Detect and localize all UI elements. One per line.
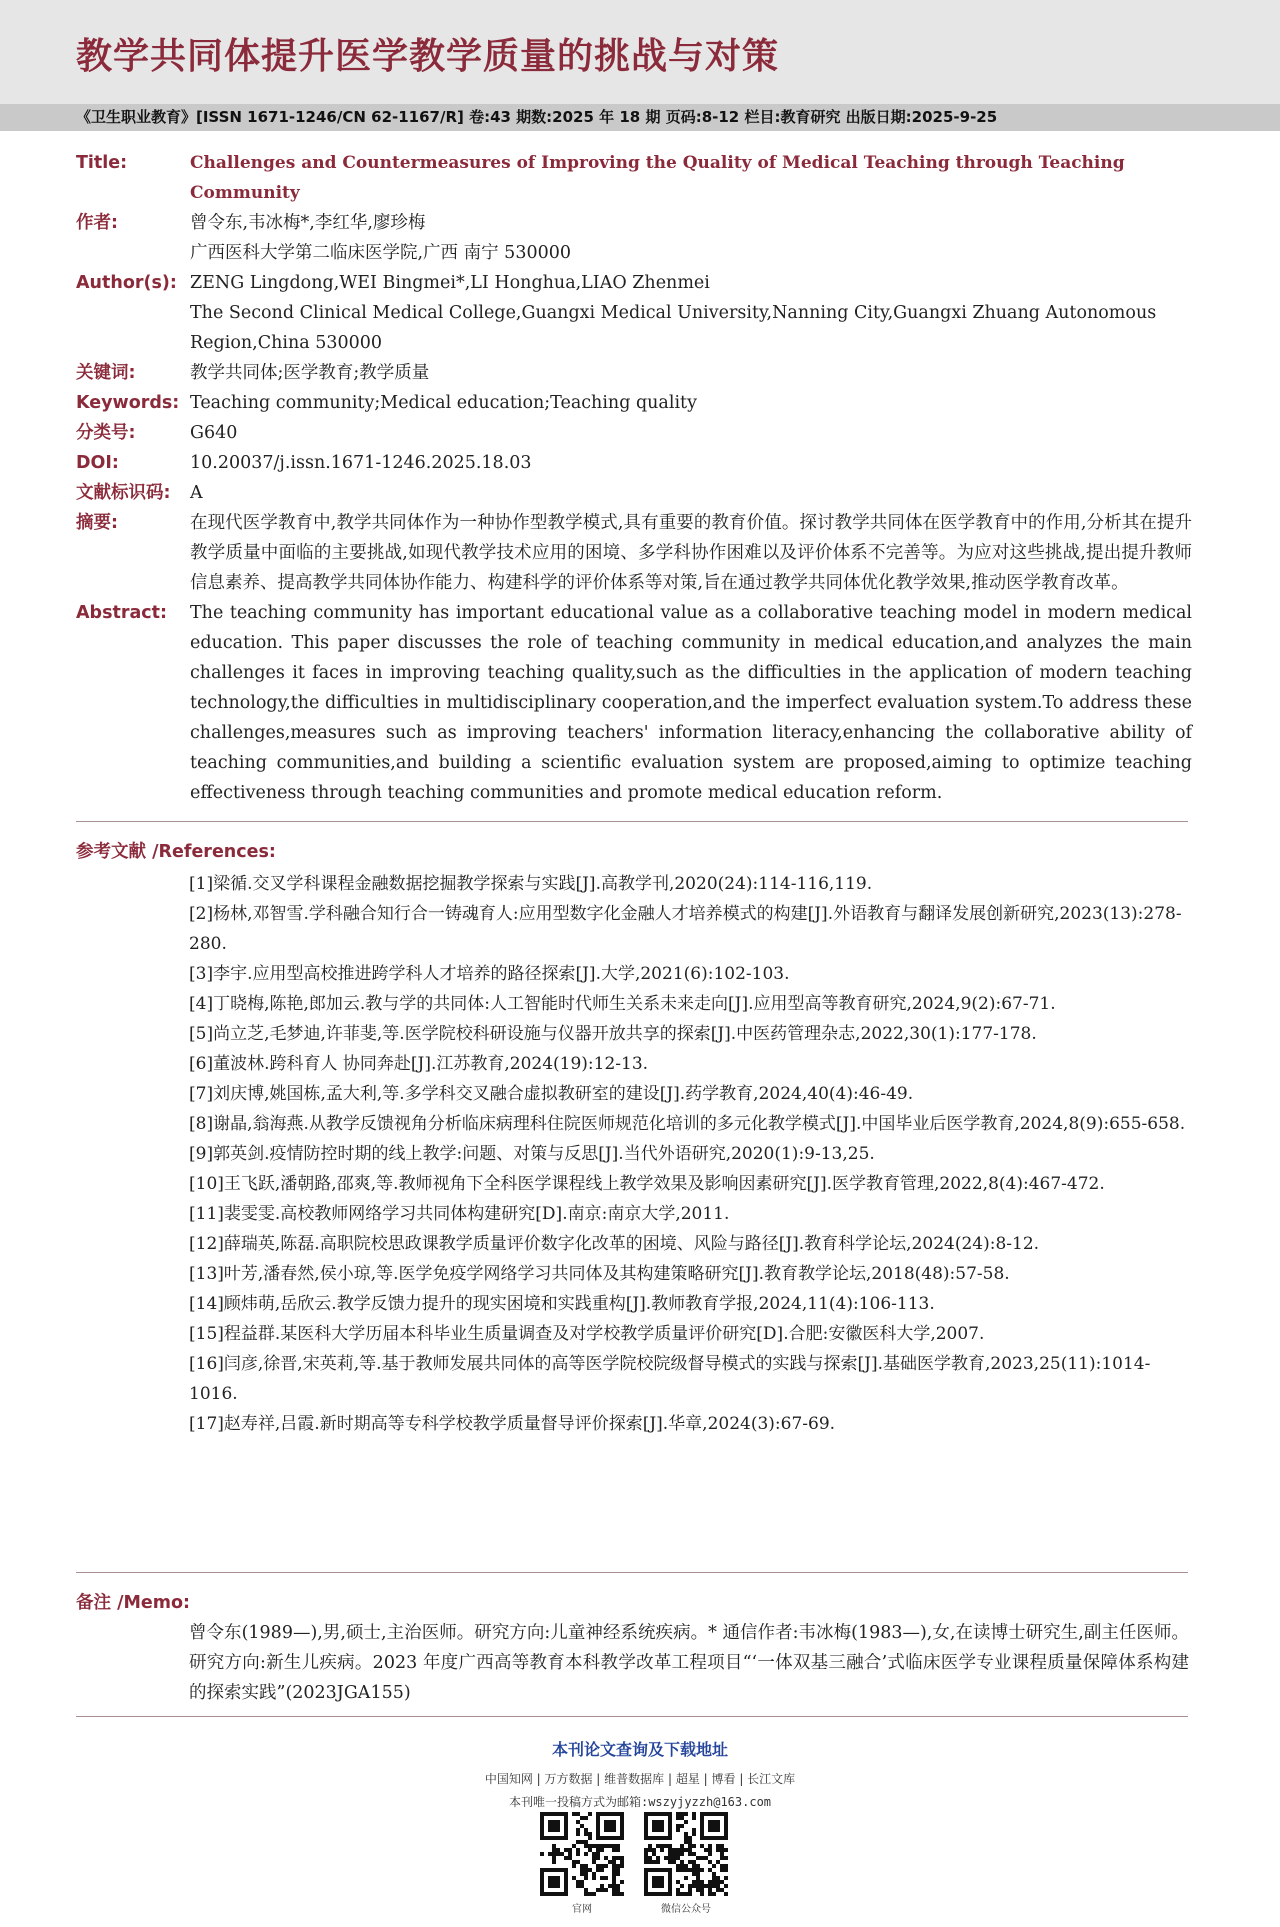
reference-item: [17]赵寿祥,吕霞.新时期高等专科学校教学质量督导评价探索[J].华章,2024(3):67-69.: [189, 1414, 836, 1434]
field-label: Abstract:: [76, 603, 168, 623]
field-row: [76, 478, 1192, 508]
field-label: 摘要:: [76, 513, 118, 533]
field-line: G640: [190, 423, 238, 443]
reference-item: [10]王飞跃,潘朝路,邵爽,等.教师视角下全科医学课程线上教学效果及影响因素研究[J].医学教育管理,2022,8(4):467-472.: [189, 1174, 1105, 1194]
reference-item: [3]李宇.应用型高校推进跨学科人才培养的路径探索[J].大学,2021(6):102-103.: [189, 964, 790, 984]
divider: [76, 1716, 1188, 1717]
field-row: [76, 268, 1192, 358]
title-banner: [0, 0, 1280, 106]
field-row: [76, 358, 1192, 388]
field-label: 分类号:: [76, 423, 136, 443]
qr-website[interactable]: [540, 1812, 624, 1915]
qr-caption: 微信公众号: [661, 1904, 711, 1915]
reference-item: [11]裴雯雯.高校教师网络学习共同体构建研究[D].南京:南京大学,2011.: [189, 1204, 730, 1224]
meta-bar: [0, 104, 1280, 131]
field-row: [76, 418, 1192, 448]
field-label: 文献标识码:: [76, 483, 171, 503]
field-value: [190, 208, 1192, 268]
divider: [76, 1572, 1188, 1573]
field-line: 曾令东,韦冰梅*,李红华,廖珍梅: [190, 213, 426, 233]
field-row: [76, 598, 1192, 808]
field-value: [190, 598, 1192, 808]
field-value: [190, 268, 1192, 358]
field-line: The teaching community has important educational value as a collaborative teaching model in modern medical education. This paper discusses the role of teaching community in medical education,and analyzes the main challenges it faces in improving teaching quality,such as the difficulties in the application of modern teaching technology,the difficulties in multidisciplinary cooperation,and the imperfect evaluation system.To address these challenges,measures such as improving teachers' information literacy,enhancing the collaborative ability of teaching communities,and building a scientific evaluation system are proposed,aiming to optimize teaching effectiveness through teaching communities and promote medical education reform.: [190, 603, 1192, 803]
field-label: Author(s):: [76, 273, 177, 293]
field-row: [76, 388, 1192, 418]
journal-meta: 《卫生职业教育》[ISSN 1671-1246/CN 62-1167/R] 卷:43 期数:2025 年 18 期 页码:8-12 栏目:教育研究 出版日期:2025-9-25: [76, 108, 998, 126]
field-line: 在现代医学教育中,教学共同体作为一种协作型教学模式,具有重要的教育价值。探讨教学共同体在医学教育中的作用,分析其在提升教学质量中面临的主要挑战,如现代教学技术应用的困境、多学科协作困难以及评价体系不完善等。为应对这些挑战,提出提升教师信息素养、提高教学共同体协作能力、构建科学的评价体系等对策,旨在通过教学共同体优化教学效果,推动医学教育改革。: [190, 513, 1192, 593]
footer-title: 本刊论文查询及下载地址: [551, 1740, 728, 1759]
field-line: 教学共同体;医学教育;教学质量: [190, 363, 430, 383]
field-label: Title:: [76, 153, 128, 173]
reference-item: [13]叶芳,潘春然,侯小琼,等.医学免疫学网络学习共同体及其构建策略研究[J].教育教学论坛,2018(48):57-58.: [189, 1264, 1010, 1284]
field-value: [190, 478, 1192, 508]
field-label: 作者:: [76, 213, 118, 233]
reference-item: [9]郭英剑.疫情防控时期的线上教学:问题、对策与反思[J].当代外语研究,2020(1):9-13,25.: [189, 1144, 875, 1164]
reference-item: [12]薛瑞英,陈磊.高职院校思政课教学质量评价数字化改革的困境、风险与路径[J].教育科学论坛,2024(24):8-12.: [189, 1234, 1040, 1254]
qr-code-icon: [540, 1812, 624, 1896]
reference-item: [1]梁循.交叉学科课程金融数据挖掘教学探索与实践[J].高教学刊,2020(24):114-116,119.: [189, 874, 873, 894]
reference-item: [2]杨林,邓智雪.学科融合知行合一铸魂育人:应用型数字化金融人才培养模式的构建[J].外语教育与翻译发展创新研究,2023(13):278-280.: [189, 904, 1182, 954]
memo-text: 曾令东(1989—),男,硕士,主治医师。研究方向:儿童神经系统疾病。* 通信作者:韦冰梅(1983—),女,在读博士研究生,副主任医师。研究方向:新生儿疾病。2023 年度广西高等教育本科教学改革工程项目“‘一体双基三融合’式临床医学专业课程质量保障体系构建的探索实践”(2023JGA155): [189, 1623, 1189, 1703]
reference-item: [15]程益群.某医科大学历届本科毕业生质量调查及对学校教学质量评价研究[D].合肥:安徽医科大学,2007.: [189, 1324, 985, 1344]
field-row: [76, 448, 1192, 478]
field-row: [76, 508, 1192, 598]
reference-item: [7]刘庆博,姚国栋,孟大利,等.多学科交叉融合虚拟教研室的建设[J].药学教育,2024,40(4):46-49.: [189, 1084, 914, 1104]
field-value: [190, 148, 1192, 208]
field-label: Keywords:: [76, 393, 180, 413]
article-fields: [76, 148, 1192, 808]
field-line: A: [190, 483, 203, 503]
field-value: [190, 508, 1192, 598]
reference-item: [6]董波林.跨科育人 协同奔赴[J].江苏教育,2024(19):12-13.: [189, 1054, 649, 1074]
database-list: 中国知网 | 万方数据 | 维普数据库 | 超星 | 博看 | 长江文库: [484, 1772, 796, 1786]
memo-heading: 备注 /Memo:: [76, 1593, 191, 1613]
field-value: [190, 418, 1192, 448]
footer: [0, 1737, 1280, 1810]
field-value: [190, 388, 1192, 418]
references-heading: 参考文献 /References:: [76, 842, 276, 862]
field-line: Teaching community;Medical education;Teaching quality: [190, 393, 697, 413]
submission-email: 本刊唯一投稿方式为邮箱:wszyjyzzh@163.com: [508, 1795, 772, 1809]
reference-item: [4]丁晓梅,陈艳,郎加云.教与学的共同体:人工智能时代师生关系未来走向[J].应用型高等教育研究,2024,9(2):67-71.: [189, 994, 1056, 1014]
field-label: DOI:: [76, 453, 119, 473]
field-line: 10.20037/j.issn.1671-1246.2025.18.03: [190, 453, 532, 473]
references-list: [189, 869, 1189, 1439]
field-value: [190, 358, 1192, 388]
qr-codes: [540, 1812, 740, 1922]
field-value[interactable]: [190, 448, 1192, 478]
field-row: [76, 148, 1192, 208]
field-line: ZENG Lingdong,WEI Bingmei*,LI Honghua,LIAO Zhenmei: [190, 273, 710, 293]
qr-wechat[interactable]: [644, 1812, 728, 1915]
reference-item: [5]尚立芝,毛梦迪,许菲斐,等.医学院校科研设施与仪器开放共享的探索[J].中医药管理杂志,2022,30(1):177-178.: [189, 1024, 1037, 1044]
reference-item: [8]谢晶,翁海燕.从教学反馈视角分析临床病理科住院医师规范化培训的多元化教学模式[J].中国毕业后医学教育,2024,8(9):655-658.: [189, 1114, 1186, 1134]
qr-caption: 官网: [572, 1904, 592, 1915]
field-row: [76, 208, 1192, 268]
field-line: 广西医科大学第二临床医学院,广西 南宁 530000: [190, 243, 571, 263]
field-label: 关键词:: [76, 363, 136, 383]
page-title: 教学共同体提升医学教学质量的挑战与对策: [76, 36, 780, 77]
divider: [76, 821, 1188, 822]
field-line: The Second Clinical Medical College,Guangxi Medical University,Nanning City,Guangxi Zhuang Autonomous Region,China 530000: [190, 303, 1157, 353]
reference-item: [16]闫彦,徐晋,宋英莉,等.基于教师发展共同体的高等医学院校院级督导模式的实践与探索[J].基础医学教育,2023,25(11):1014-1016.: [189, 1354, 1151, 1404]
reference-item: [14]顾炜萌,岳欣云.教学反馈力提升的现实困境和实践重构[J].教师教育学报,2024,11(4):106-113.: [189, 1294, 935, 1314]
qr-code-icon: [644, 1812, 728, 1896]
field-line: Challenges and Countermeasures of Improving the Quality of Medical Teaching through Teaching Community: [190, 153, 1125, 203]
